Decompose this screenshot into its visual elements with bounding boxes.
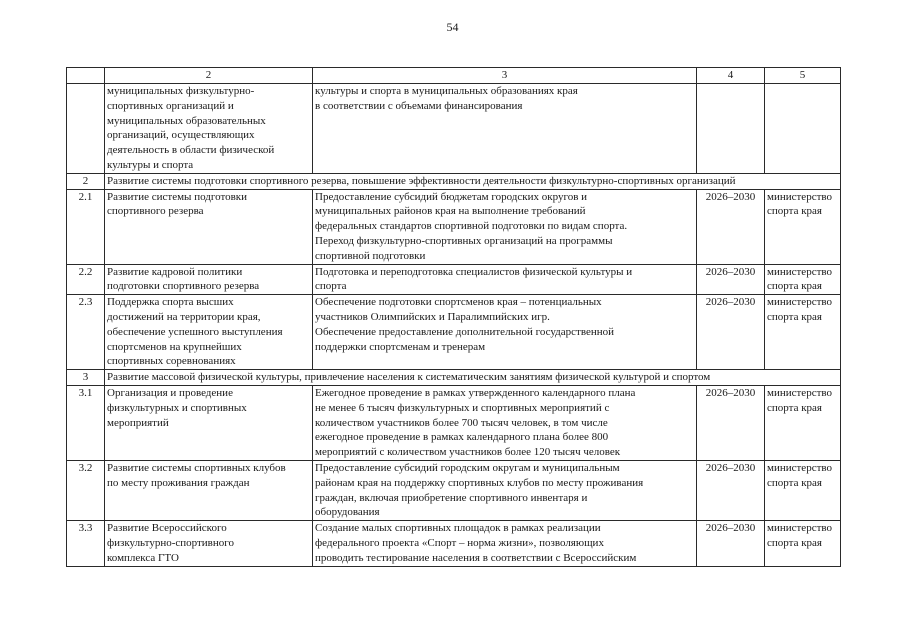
- row-number: 2.1: [67, 189, 105, 264]
- header-col-3: 3: [313, 68, 697, 84]
- page-number: 54: [446, 20, 459, 34]
- header-col-2: 2: [105, 68, 313, 84]
- row-measures: Подготовка и переподготовка специалистов физической культуры и спорта: [313, 264, 697, 295]
- table-row-3-1: [67, 385, 841, 460]
- table-header-row: [67, 68, 841, 84]
- table-row-continuation: [67, 84, 841, 174]
- table-row-2-1: [67, 189, 841, 264]
- row-responsible: министерство спорта края: [765, 460, 841, 520]
- header-col-5: 5: [765, 68, 841, 84]
- row-responsible: министерство спорта края: [765, 264, 841, 295]
- row-measures: Предоставление субсидий бюджетам городских округов и муниципальных районов края на выполнение требований федеральных стандартов спортивной подготовки по видам спорта. Переход физкультурно-спортивных организаций на программы спортивной подготовки: [313, 189, 697, 264]
- row-name: Организация и проведение физкультурных и спортивных мероприятий: [105, 385, 313, 460]
- section-number: 3: [67, 370, 105, 386]
- row-responsible: [765, 84, 841, 174]
- row-responsible: министерство спорта края: [765, 385, 841, 460]
- section-title: Развитие массовой физической культуры, привлечение населения к систематическим занятиям физической культурой и спортом: [105, 370, 841, 386]
- row-number: 2.3: [67, 295, 105, 370]
- row-name: муниципальных физкультурно- спортивных организаций и муниципальных образовательных организаций, осуществляющих деятельность в области физической культуры и спорта: [105, 84, 313, 174]
- row-period: 2026–2030: [697, 295, 765, 370]
- row-measures: Ежегодное проведение в рамках утвержденного календарного плана не менее 6 тысяч физкультурных и спортивных мероприятий с количеством участников более 700 тысяч человек, в том числе ежегодное проведение в рамках календарного плана более 800 мероприятий с количеством участников более 120 тысяч человек: [313, 385, 697, 460]
- row-period: 2026–2030: [697, 385, 765, 460]
- row-name: Развитие кадровой политики подготовки спортивного резерва: [105, 264, 313, 295]
- header-col-4: 4: [697, 68, 765, 84]
- row-responsible: министерство спорта края: [765, 189, 841, 264]
- row-name: Развитие Всероссийского физкультурно-спортивного комплекса ГТО: [105, 521, 313, 566]
- row-period: [697, 84, 765, 174]
- table-row-3-2: [67, 460, 841, 520]
- row-period: 2026–2030: [697, 189, 765, 264]
- row-period: 2026–2030: [697, 521, 765, 566]
- row-measures: культуры и спорта в муниципальных образованиях края в соответствии с объемами финансирования: [313, 84, 697, 174]
- row-responsible: министерство спорта края: [765, 295, 841, 370]
- row-number: [67, 84, 105, 174]
- row-measures: Предоставление субсидий городским округам и муниципальным районам края на поддержку спортивных клубов по месту проживания граждан, включая приобретение спортивного инвентаря и оборудования: [313, 460, 697, 520]
- row-name: Развитие системы подготовки спортивного резерва: [105, 189, 313, 264]
- row-number: 3.2: [67, 460, 105, 520]
- row-period: 2026–2030: [697, 264, 765, 295]
- row-measures: Обеспечение подготовки спортсменов края – потенциальных участников Олимпийских и Паралимпийских игр. Обеспечение предоставление дополнительной государственной поддержки спортсменам и тренерам: [313, 295, 697, 370]
- row-number: 2.2: [67, 264, 105, 295]
- row-period: 2026–2030: [697, 460, 765, 520]
- measures-table: [66, 67, 841, 567]
- section-row-2: [67, 173, 841, 189]
- table-row-2-2: [67, 264, 841, 295]
- row-number: 3.1: [67, 385, 105, 460]
- table-row-3-3: [67, 521, 841, 566]
- row-name: Развитие системы спортивных клубов по месту проживания граждан: [105, 460, 313, 520]
- row-responsible: министерство спорта края: [765, 521, 841, 566]
- row-measures: Создание малых спортивных площадок в рамках реализации федерального проекта «Спорт – норма жизни», позволяющих проводить тестирование населения в соответствии с Всероссийским: [313, 521, 697, 566]
- table-row-2-3: [67, 295, 841, 370]
- header-col-1: [67, 68, 105, 84]
- section-title: Развитие системы подготовки спортивного резерва, повышение эффективности деятельности физкультурно-спортивных организаций: [105, 173, 841, 189]
- row-number: 3.3: [67, 521, 105, 566]
- row-name: Поддержка спорта высших достижений на территории края, обеспечение успешного выступления спортсменов на крупнейших спортивных соревнованиях: [105, 295, 313, 370]
- section-number: 2: [67, 173, 105, 189]
- section-row-3: [67, 370, 841, 386]
